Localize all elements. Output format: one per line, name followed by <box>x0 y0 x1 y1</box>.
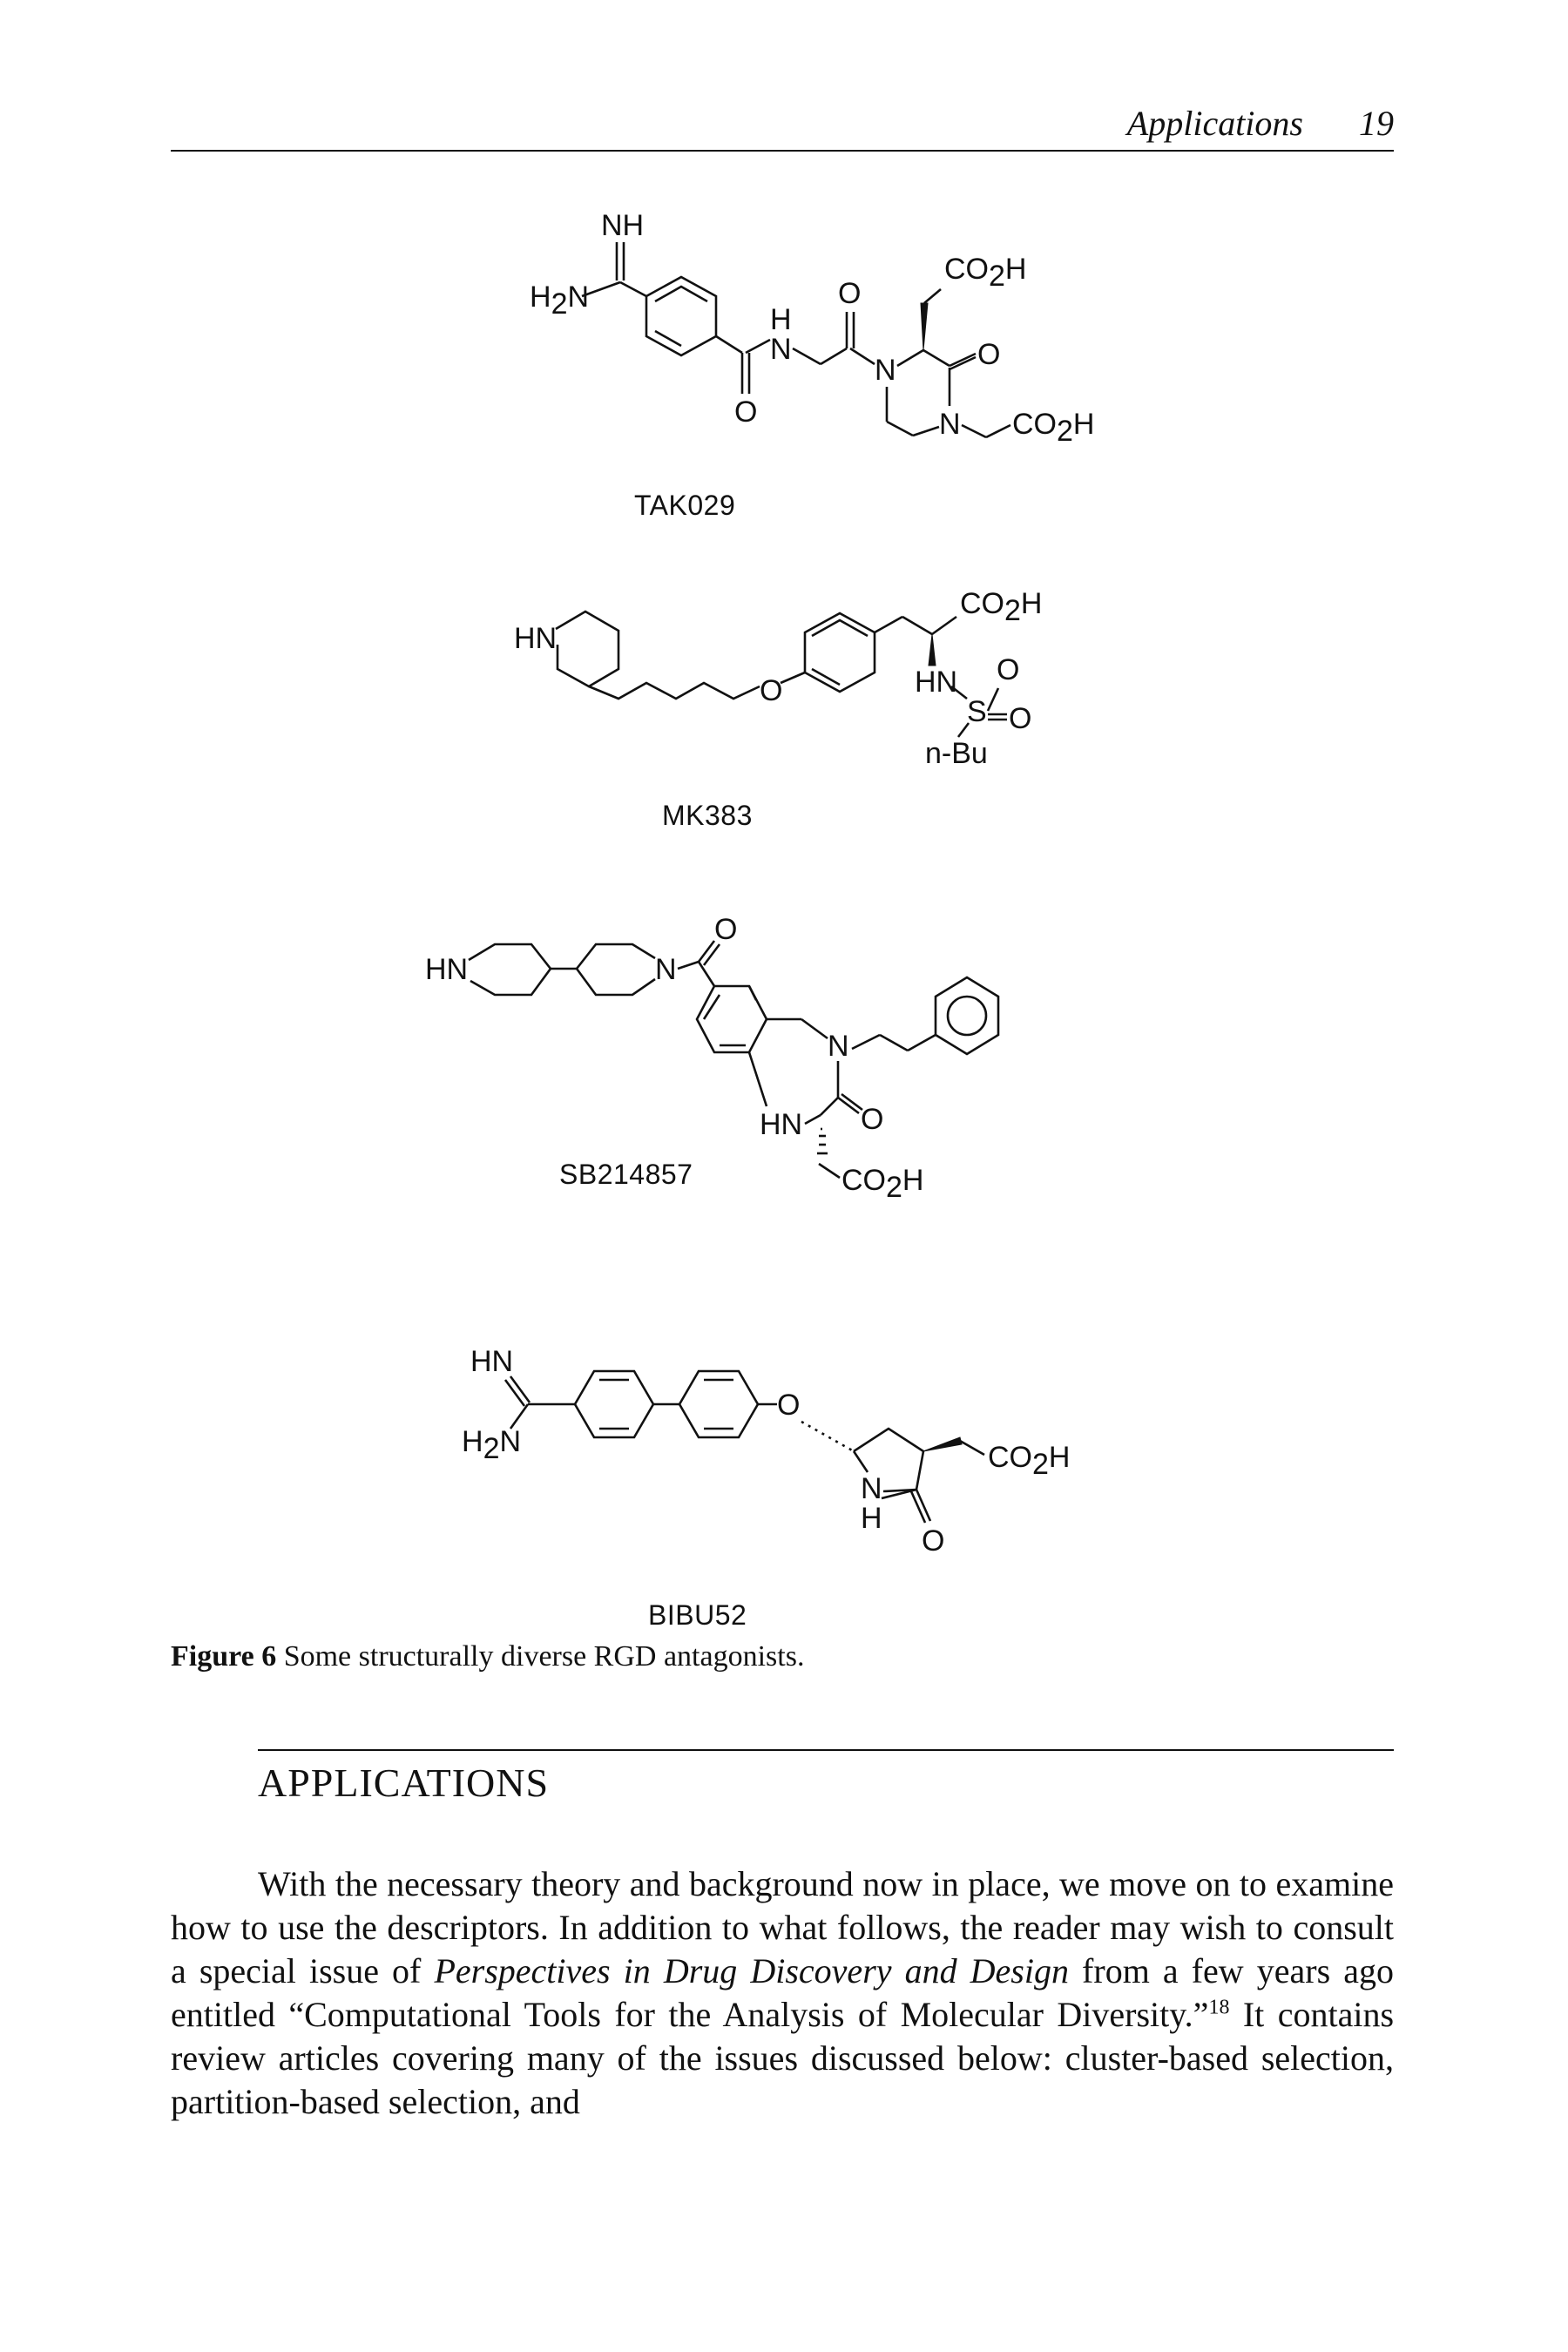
running-head-title: Applications <box>1126 104 1303 143</box>
atom-label: O <box>977 338 1001 371</box>
atom-label: N <box>939 408 961 441</box>
paragraph-text: With the necessary theory and background now in place, we move on to examine how to use the descriptors. In addition to what follows, the reader may wish to consult a special issue of <box>171 1864 1394 1990</box>
atom-label: O <box>777 1389 801 1422</box>
structure-bibu52 <box>436 1342 1132 1568</box>
atom-label: HN <box>425 953 469 986</box>
atom-label: N <box>828 1030 849 1063</box>
atom-label: N <box>861 1472 882 1505</box>
atom-label: O <box>838 277 862 310</box>
structure-mk383 <box>505 587 1167 775</box>
compound-name-bibu52: BIBU52 <box>648 1599 747 1631</box>
body-paragraph <box>171 1862 1394 2124</box>
journal-title: Perspectives in Drug Discovery and Design <box>434 1951 1069 1990</box>
atom-label: CO2H <box>841 1164 924 1204</box>
structure-tak029 <box>488 209 1185 470</box>
paragraph-text: It contains review articles covering many of the issues discussed below: cluster-based selection, partition-based selection, and <box>171 1995 1395 2121</box>
figure-caption <box>171 1640 804 1673</box>
section-heading: APPLICATIONS <box>258 1761 550 1805</box>
atom-label: CO2H <box>1012 408 1095 448</box>
atom-label: H2N <box>462 1425 522 1465</box>
atom-label: O <box>734 395 758 429</box>
structure-sb214857 <box>418 906 1080 1237</box>
paragraph-text: from a few years ago entitled “Computational Tools for the Analysis of Molecular Diversity.” <box>171 1951 1394 2034</box>
atom-label: O <box>922 1524 945 1558</box>
atom-label: O <box>1009 702 1032 735</box>
atom-label: O <box>861 1103 884 1136</box>
atom-label: CO2H <box>944 253 1027 293</box>
page-number: 19 <box>1359 104 1394 143</box>
atom-label: N <box>770 333 792 366</box>
atom-label: CO2H <box>960 587 1043 627</box>
compound-name-sb214857: SB214857 <box>559 1159 693 1190</box>
atom-label: O <box>714 913 738 946</box>
atom-label: S <box>967 695 987 728</box>
compound-name-mk383: MK383 <box>662 800 753 831</box>
section-rule <box>258 1749 1394 1751</box>
atom-label: NH <box>601 209 645 242</box>
atom-label: CO2H <box>988 1441 1071 1481</box>
atom-label: H <box>861 1502 882 1535</box>
atom-label: H <box>770 303 792 336</box>
atom-label: HN <box>470 1345 514 1378</box>
compound-name-tak029: TAK029 <box>634 490 736 521</box>
figure-caption-label: Figure 6 <box>171 1640 277 1673</box>
figure-caption-text: Some structurally diverse RGD antagonists. <box>283 1640 805 1673</box>
atom-label: HN <box>915 666 958 699</box>
atom-label: H2N <box>530 280 590 321</box>
atom-label: n-Bu <box>925 737 988 770</box>
atom-label: O <box>760 674 783 707</box>
running-head <box>171 103 1394 152</box>
atom-label: O <box>997 653 1020 686</box>
atom-label: HN <box>760 1108 803 1141</box>
atom-label: N <box>875 354 896 387</box>
atom-label: N <box>655 953 677 986</box>
reference-number: 18 <box>1208 1996 1230 2019</box>
atom-label: HN <box>514 622 558 655</box>
